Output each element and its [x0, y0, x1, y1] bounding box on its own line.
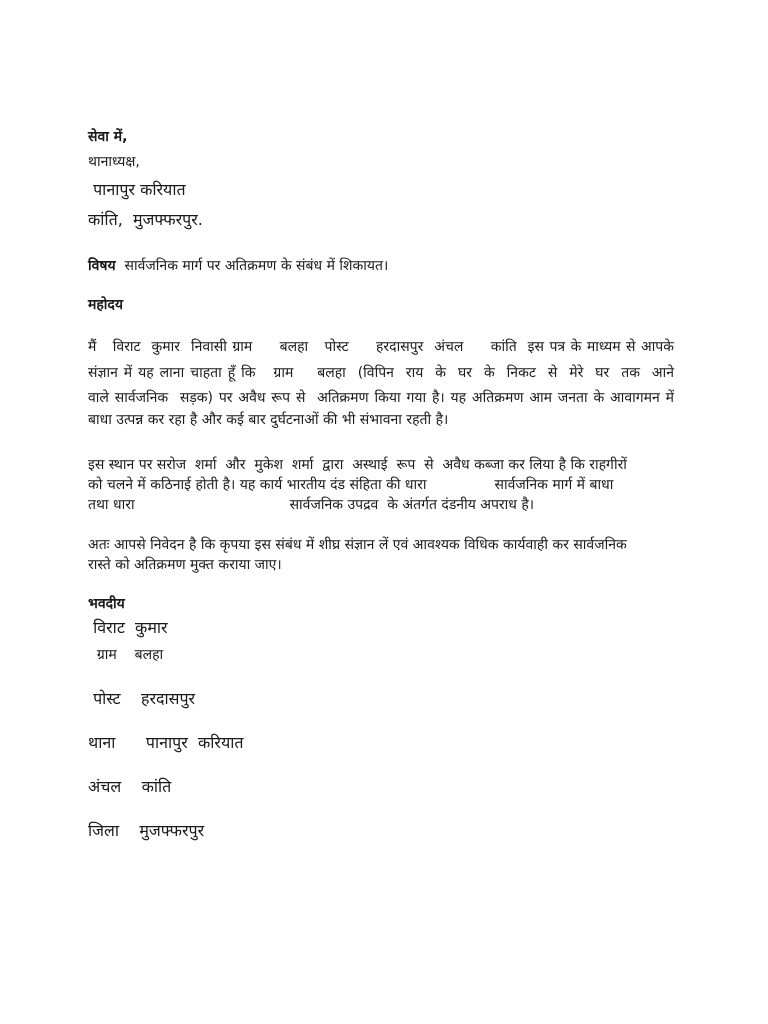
sender-village: ग्राम बलहा — [88, 647, 164, 663]
para1-line1: मैं विराट कुमार निवासी ग्राम बलहा पोस्ट हरदासपुर अंचल कांति इस पत्र के माध्यम से आपके — [88, 339, 674, 355]
location: कांति, मुजफ्फरपुर. — [88, 210, 203, 229]
para1-line3: वाले सार्वजनिक सड़क) पर अवैध रूप से अतिक्रमण किया गया है। यह अतिक्रमण आम जनता के आवागमन में — [88, 390, 674, 406]
sender-post: पोस्ट हरदासपुर — [88, 689, 196, 708]
para3-line1: अतः आपसे निवेदन है कि कृपया इस संबंध में शीघ्र संज्ञान लें एवं आवश्यक विधिक कार्यवाही कर सार्वजनिक — [88, 537, 627, 553]
salutation: सेवा में, — [88, 129, 128, 145]
subject-label: विषय — [88, 258, 116, 274]
para2-line3: तथा धारा सार्वजनिक उपद्रव के अंतर्गत दंडनीय अपराध है। — [88, 497, 535, 513]
closing-label: भवदीय — [88, 596, 125, 612]
para3-line2: रास्ते को अतिक्रमण मुक्त कराया जाए। — [88, 557, 282, 573]
para2-line1: इस स्थान पर सरोज शर्मा और मुकेश शर्मा द्वारा अस्थाई रूप से अवैध कब्जा कर लिया है कि राहगीरों — [88, 457, 627, 473]
sender-zila: जिला मुजफ्फरपुर — [88, 821, 205, 840]
subject-line — [88, 256, 388, 276]
subject-text: सार्वजनिक मार्ग पर अतिक्रमण के संबंध में शिकायत। — [124, 258, 389, 274]
greeting: महोदय — [88, 297, 123, 313]
sender-anchal: अंचल कांति — [88, 777, 172, 796]
recipient: थानाध्यक्ष, — [88, 154, 140, 170]
para2-line2: को चलने में कठिनाई होती है। यह कार्य भारतीय दंड संहिता की धारा सार्वजनिक मार्ग में बाधा — [88, 477, 614, 493]
sender-name: विराट कुमार — [88, 618, 168, 637]
station-name: पानापुर करियात — [93, 180, 186, 199]
para1-line4: बाधा उत्पन्न कर रहा है और कई बार दुर्घटनाओं की भी संभावना रहती है। — [88, 412, 449, 428]
sender-thana: थाना पानापुर करियात — [88, 733, 244, 752]
para1-line2: संज्ञान में यह लाना चाहता हूँ कि ग्राम बलहा (विपिन राय के घर के निकट से मेरे घर तक आने — [88, 365, 674, 381]
